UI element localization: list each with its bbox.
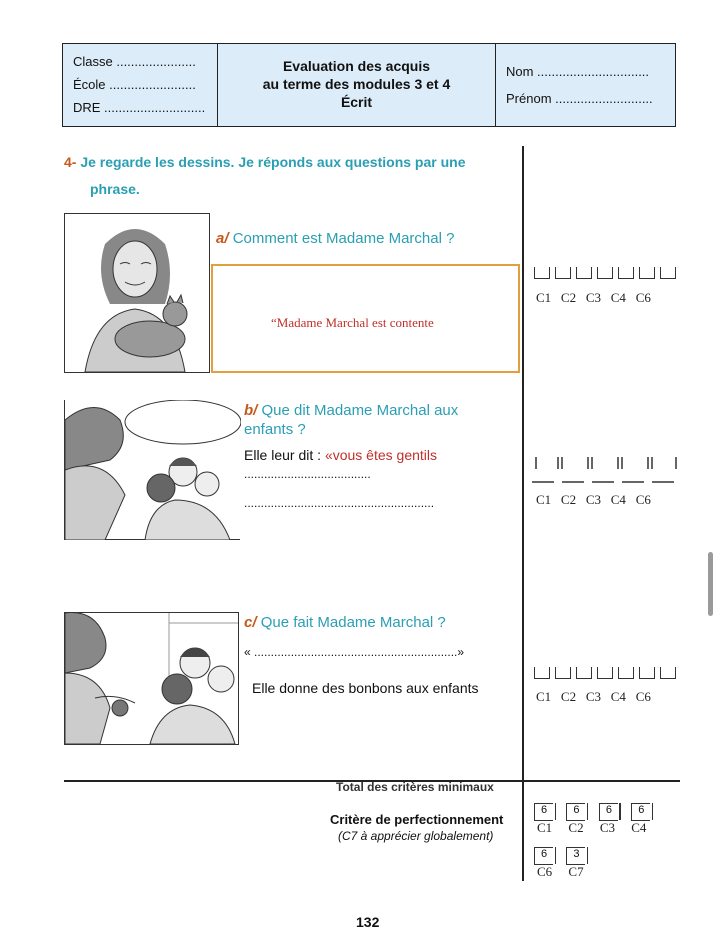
- final-labels-row-1: C1 C2 C3 C4: [537, 820, 647, 835]
- header-title: [218, 44, 496, 126]
- header-table: [62, 43, 676, 127]
- answer-b-quote: «vous êtes gentils: [324, 447, 438, 463]
- header-student-info: [496, 44, 674, 126]
- answer-b-prefix: Elle leur dit :: [244, 447, 325, 463]
- exercise-instruction-line-2: phrase.: [90, 181, 140, 197]
- title-line-3: Écrit: [340, 94, 373, 110]
- prenom-field: Prénom ...........................: [506, 91, 653, 106]
- answer-c-text: Elle donne des bonbons aux enfants: [252, 680, 479, 696]
- perfection-label: Critère de perfectionnement: [330, 812, 504, 827]
- dre-field: DRE ............................: [73, 100, 206, 115]
- total-criteria-label: Total des critères minimaux: [336, 780, 494, 794]
- title-line-1: Evaluation des acquis: [282, 58, 431, 74]
- header-school-info: [63, 44, 218, 126]
- criteria-boxes-c: [534, 666, 681, 684]
- question-a: a/ Comment est Madame Marchal ?: [216, 230, 455, 247]
- answer-b-dots-1[interactable]: ......................................: [244, 467, 371, 481]
- ecole-field: École ........................: [73, 77, 196, 92]
- illustration-woman-with-cat: [64, 213, 210, 373]
- illustration-woman-giving-candy: [64, 612, 239, 745]
- exercise-instruction: 4- Je regarde les dessins. Je réponds aux questions par une: [64, 154, 466, 170]
- page-number: 132: [356, 914, 380, 930]
- answer-c-line[interactable]: « .............................................................»: [244, 645, 465, 659]
- final-fractions-row-2: 6 3: [534, 844, 594, 865]
- perfection-note: (C7 à apprécier globalement): [338, 829, 494, 843]
- answer-b: [244, 447, 437, 463]
- vertical-divider: [522, 146, 524, 881]
- title-line-2: au terme des modules 3 et 4: [262, 76, 451, 92]
- answer-b-dots-2[interactable]: .........................................................: [244, 496, 435, 510]
- scrollbar-thumb[interactable]: [708, 552, 713, 616]
- classe-field: Classe ......................: [73, 54, 196, 69]
- nom-field: Nom ...............................: [506, 64, 650, 79]
- final-fractions-row-1: 6 6 6 6: [534, 800, 659, 821]
- question-a-text: Comment est Madame Marchal ?: [232, 230, 455, 247]
- criteria-labels-c: C1 C2 C3 C4 C6: [536, 689, 651, 704]
- question-c: c/ Que fait Madame Marchal ?: [244, 614, 446, 631]
- final-labels-row-2: C6 C7: [537, 864, 584, 879]
- answer-a-text: “Madame Marchal est contente: [271, 315, 434, 330]
- criteria-labels-b: C1 C2 C3 C4 C6: [536, 492, 651, 507]
- illustration-woman-talking-children: [64, 400, 240, 540]
- criteria-marks-b: [532, 455, 682, 485]
- answer-box-a[interactable]: [211, 264, 520, 373]
- question-b: b/ Que dit Madame Marchal aux enfants ?: [244, 402, 459, 438]
- question-c-text: Que fait Madame Marchal ?: [260, 614, 446, 631]
- exercise-number: 4-: [64, 154, 77, 170]
- question-b-text: Que dit Madame Marchal aux: [261, 402, 459, 419]
- criteria-boxes-a: [534, 266, 681, 284]
- criteria-labels-a: C1 C2 C3 C4 C6: [536, 290, 651, 305]
